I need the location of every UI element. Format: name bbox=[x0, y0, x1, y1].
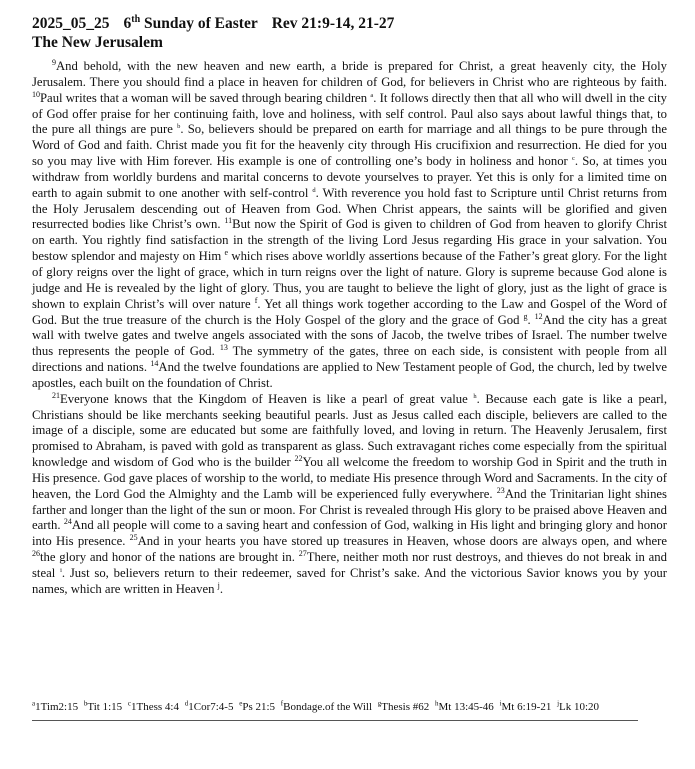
footnote-ref: b bbox=[177, 123, 181, 131]
sunday-label: 6th Sunday of Easter bbox=[123, 13, 258, 32]
verse-number: 24 bbox=[63, 517, 72, 527]
footnote-divider bbox=[32, 720, 638, 721]
header-line bbox=[32, 14, 667, 33]
footnote-ref: c bbox=[571, 154, 575, 162]
footnote-e: $^e$Ps 21:5 bbox=[239, 699, 276, 713]
verse-number: 11 bbox=[224, 216, 233, 226]
footnote-ref: d bbox=[312, 186, 316, 194]
footnote-b: $^b$Tit 1:15 bbox=[83, 699, 123, 713]
sermon-body bbox=[32, 59, 667, 598]
sermon-header bbox=[32, 14, 667, 52]
verse-number: 26 bbox=[32, 548, 40, 558]
footnote-ref: a bbox=[370, 91, 374, 99]
verse-number: 13 bbox=[219, 342, 228, 352]
footnote-ref: g bbox=[523, 311, 528, 321]
paragraph-1: $^9$And behold, with the new heaven and new earth, a bride is prepared for Christ, a great heavenly city, the Holy Jerusalem. There you should find a place in heaven for children of God, for believers in Christ who are righteous by faith. $^{10}$Paul writes that a woman will be saved through bearing children $^a$. It follows directly then that all who will dwell in the city of God offer praise for her continuing faith, love and holiness, with self control. Paul also says about lawful things that, to the pure all things are pure $^b$. So, believers should be prepared on earth for marriage and all things to be pure through the Word of God and faith. Christ made you fit for the heavenly city through His crucifixion and resurrection. He died for you so you may live with Him forever. His example is one of controlling one’s body in holiness and honor $^c$. So, at times you withdraw from worldly burdens and marital concerns to devote yourselves to prayer. Yet this is only for a limited time on earth to again submit to one another with self-control $^d$. With reverence you hold fast to Scripture until Christ returns from the Holy Jerusalem descending out of Heaven from God. When Christ appears, the saints will be glorified and given resurrected bodies like Christ’s own. $^{11}$But now the Spirit of God is given to children of God from heaven to glorify Christ on earth. You rightly find satisfaction in the strength of the living Lord Jesus regarding His grace in your salvation. You bestow splendor and majesty on Him $^e$ which rises above worldly assertions because of the Father’s great glory. For the light of glory reigns over the light of grace, which in turn reigns over the light of nature. Glory is supreme because God alone is judge and He is revealed by the light of glory. Thus, you are taught to believe the light of glory, just as the light of grace is shown to explain Christ’s will over nature $^f$. Yet all things work together according to the Law and Gospel of the Word of God. But the true treasure of the church is the Holy Gospel of the glory and the grace of God $^g$. $^{12}$And the city has a great wall with twelve gates and twelve angels associated with the sons of Jacob, the twelve tribes of Israel. The number twelve thus represents the people of God. $^{13}$ The symmetry of the gates, three on each side, is consistent with people from all directions and nations. $^{14}$And the twelve foundations are applied to New Testament people of God, the church, led by twelve apostles, each built on the foundation of Christ. bbox=[32, 57, 667, 390]
footnote-c: $^c$1Thess 4:4 bbox=[127, 699, 179, 713]
verse-number: 14 bbox=[150, 358, 159, 368]
verse-number: 9 bbox=[52, 57, 56, 67]
sermon-title: The New Jerusalem bbox=[32, 34, 163, 51]
verse-number: 10 bbox=[32, 89, 40, 99]
verse-number: 12 bbox=[534, 311, 543, 321]
footnote-ref: h bbox=[473, 392, 477, 400]
footnote-h: $^h$Mt 13:45-46 bbox=[435, 699, 494, 713]
verse-number: 22 bbox=[294, 453, 303, 463]
footnote-i: $^i$Mt 6:19-21 bbox=[499, 699, 552, 713]
paragraph-2: $^{21}$Everyone knows that the Kingdom of Heaven is like a pearl of great value $^h$. Because each gate is like a pearl, Christians should be like merchants seeking beautiful pearls. Just as Jesus called each disciple, believers are called to the image of a disciple, some are educated but some are faithfully loved, and loving in return. The Heavenly Jerusalem, first promised to Abraham, is paved with gold as transparent as glass. Such extravagant riches come especially from the spiritual knowledge and wisdom of God who is the builder $^{22}$You all welcome the freedom to worship God in Spirit and the truth in His presence. God gave places of worship to the world, to mediate His presence through Word and Sacraments. In the city of heaven, the Lord God the Almighty and the Lamb will be experienced fully everywhere. $^{23}$And the Trinitarian light shines farther and longer than the light of the sun or moon. For Christ is revealed through His glory to be praised above Heaven and earth. $^{24}$And all people will come to a saving heart and confession of God, walking in His light and bringing glory and honor into His presence. $^{25}$And in your hearts you have stored up treasures in Heaven, whose doors are always open, and where $^{26}$the glory and honor of the nations are brought in. $^{27}$There, neither moth nor rust destroys, and thieves do not break in and steal $^i$. Just so, believers return to their redeemer, saved for Christ’s sake. And the victorious Savior knows you by your names, which are written in Heaven $^j$. bbox=[32, 390, 667, 596]
footnote-a: $^a$1Tim2:15 bbox=[32, 699, 79, 713]
footnote-g: $^g$Thesis #62 bbox=[377, 699, 430, 713]
footnote-j: $^j$Lk 10:20 bbox=[557, 699, 600, 713]
footnote-ref: f bbox=[254, 295, 258, 305]
verse-number: 25 bbox=[129, 533, 138, 543]
footnote-ref: j bbox=[217, 580, 220, 590]
footnote-d: $^d$1Cor7:4-5 bbox=[184, 699, 234, 713]
verse-number: 23 bbox=[496, 485, 505, 495]
scripture-reference: Rev 21:9-14, 21-27 bbox=[271, 15, 395, 32]
verse-number: 21 bbox=[52, 390, 60, 400]
verse-number: 27 bbox=[298, 548, 307, 558]
footnotes bbox=[32, 700, 642, 714]
footnote-f: $^f$Bondage.of the Will bbox=[280, 699, 373, 713]
sermon-date: 2025_05_25 bbox=[32, 15, 110, 32]
footnote-ref: i bbox=[60, 566, 62, 574]
footnote-ref: e bbox=[224, 247, 229, 257]
